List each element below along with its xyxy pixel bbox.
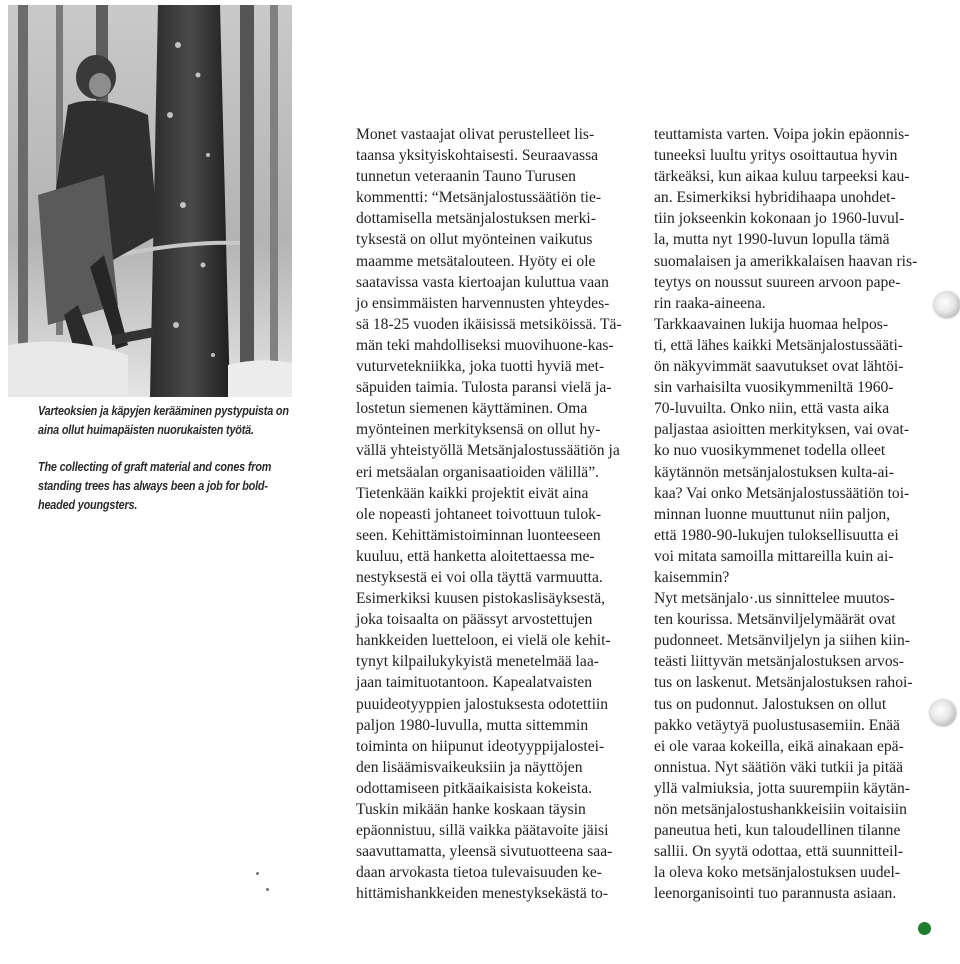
text-line: la oleva koko metsänjalostuksen uudel-: [654, 864, 900, 882]
text-line: paneutua heti, kun taloudellinen tilanne: [654, 822, 901, 840]
text-line: teuttamista varten. Voipa jokin epäonnis-: [654, 126, 910, 143]
print-speck: [256, 872, 259, 875]
text-line: tuneeksi luultu yritys osoittautua hyvin: [654, 147, 898, 165]
photo-illustration: [8, 5, 292, 397]
text-line: saatavissa vasta kiertoajan kuluttua vaan: [356, 273, 609, 291]
text-line: Tietenkään kaikki projektit eivät aina: [356, 484, 589, 502]
text-line: joka toisaalta on päässyt arvostettujen: [356, 611, 593, 629]
caption-line: headed youngsters.: [38, 498, 138, 512]
caption-line: The collecting of graft material and cones from: [38, 460, 272, 474]
text-line: yllä valmiuksia, jotta suurempiin käytän-: [654, 779, 910, 797]
text-line: voi mitata samoilla mittareilla kuin ai-: [654, 547, 894, 565]
text-line: teytys on noussut suureen arvoon pape-: [654, 273, 901, 291]
text-line: sallii. On syytä odottaa, että suunnitteil-: [654, 843, 904, 861]
text-line: saavuttamatta, yleensä sivutuotteena saa-: [356, 843, 613, 861]
text-line: että 1980-90-lukujen tuloksellisuutta ei: [654, 526, 899, 544]
caption-line: aina ollut huimapäisten nuorukaisten työtä.: [38, 423, 254, 437]
text-line: toiminta on hiipunut ideotyyppijalostei-: [356, 737, 605, 755]
text-line: ön näkyvimmät saavutukset ovat lähtöi-: [654, 358, 904, 376]
text-line: pakko vetäytyä puolustusasemiin. Enää: [654, 716, 900, 734]
text-line: la, mutta nyt 1990-luvun lopulla tämä: [654, 231, 890, 249]
text-line: ei ole varaa kokeilla, eikä ainakaan epä-: [654, 737, 904, 755]
text-line: Tarkkaavainen lukija huomaa helpos-: [654, 315, 889, 333]
text-line: sä 18-25 vuoden ikäisissä metsiköissä. Tä-: [356, 315, 622, 333]
text-line: puuideotyyppien jalostuksesta odotettiin: [356, 695, 609, 713]
text-line: sin varhaisilta vuosikymmeniltä 1960-: [654, 379, 894, 397]
text-line: män teki mahdolliseksi muovihuone-kas-: [356, 336, 614, 354]
text-line: 70-luvuilta. Onko niin, että vasta aika: [654, 400, 890, 418]
text-line: tyksestä on ollut myönteinen vaikutus: [356, 231, 593, 249]
text-line: hittämishankkeiden menestyksekästä to-: [356, 885, 609, 903]
end-of-article-marker-icon: [918, 922, 931, 935]
text-line: tynyt kilpailukykyistä menetelmää laa-: [356, 653, 599, 671]
text-line: lostetun siemenen käyttäminen. Oma: [356, 400, 588, 418]
text-line: Monet vastaajat olivat perustelleet lis-: [356, 126, 595, 143]
text-line: ti, että lähes kaikki Metsänjalostussääti-: [654, 336, 904, 354]
text-line: kommentti: “Metsänjalostussäätiön tie-: [356, 189, 602, 207]
text-line: leenorganisointi tuo parannusta asiaan.: [654, 885, 897, 903]
photo-caption-finnish: [38, 402, 289, 440]
text-line: vällä yhteistyöllä Metsänjalostussäätiön ja: [356, 442, 620, 460]
binding-ring-icon: [934, 292, 960, 318]
text-line: tärkeäksi, kun aikaa kuluu tarpeeksi kau-: [654, 168, 910, 186]
text-line: kuuluu, että hanketta aloitettaessa me-: [356, 547, 595, 565]
text-line: suomalaisen ja amerikkalaisen haavan ris-: [654, 252, 918, 270]
text-line: pudonneet. Metsänviljelyn ja siihen kiin-: [654, 632, 910, 650]
binding-ring-icon: [930, 700, 956, 726]
text-line: eri metsäalan organisaatioiden välillä”.: [356, 463, 600, 481]
text-line: myönteinen merkityksensä on ollut hy-: [356, 421, 601, 439]
text-line: odottamiseen pitkäaikaisista kokeista.: [356, 779, 593, 797]
text-line: daan arvokasta tietoa tulevaisuuden ke-: [356, 864, 602, 882]
text-line: tus on pudonnut. Jalostuksen on ollut: [654, 695, 887, 713]
text-line: käytännön metsänjalostuksen kulta-ai-: [654, 463, 894, 481]
text-line: Nyt metsänjalo·.us sinnittelee muutos-: [654, 590, 895, 608]
text-line: Esimerkiksi kuusen pistokaslisäyksestä,: [356, 590, 606, 608]
print-speck: [266, 888, 269, 891]
text-line: paljastaa asioitten merkityksen, vai ovat-: [654, 421, 910, 439]
caption-line: Varteoksien ja käpyjen kerääminen pystypuista on: [38, 404, 289, 418]
text-line: kaa? Vai onko Metsänjalostussäätiön toi-: [654, 484, 910, 502]
text-line: an. Esimerkiksi hybridihaapa unohdet-: [654, 189, 896, 207]
body-text-column-2: [654, 124, 934, 904]
text-line: säpuiden taimia. Tulosta paransi vielä ja-: [356, 379, 612, 397]
body-text-column-1: [356, 124, 634, 904]
text-line: vuturvetekniikka, joka tuotti hyviä met-: [356, 358, 605, 376]
text-line: jaan taimituotantoon. Kapealatvaisten: [356, 674, 592, 692]
text-line: nestyksestä ei voi olla täyttä varmuutta.: [356, 568, 603, 586]
text-line: maamme metsätalouteen. Hyöty ei ole: [356, 252, 596, 270]
text-line: tunnetun veteraanin Tauno Turusen: [356, 168, 576, 186]
text-line: ko nuo vuosikymmenet todella olleet: [654, 442, 886, 460]
text-line: hankkeiden luetteloon, ei vielä ole kehit-: [356, 632, 611, 650]
caption-line: standing trees has always been a job for bold-: [38, 479, 268, 493]
text-line: seen. Kehittämistoiminnan luonteeseen: [356, 526, 601, 544]
text-line: den lisäämisvaikeuksiin ja näyttöjen: [356, 758, 583, 776]
text-line: kaisemmin?: [654, 568, 730, 586]
text-line: tiin jokseenkin kokonaan jo 1960-luvul-: [654, 210, 905, 228]
text-line: tus on laskenut. Metsänjalostuksen rahoi-: [654, 674, 913, 692]
photo-caption-english: [38, 458, 272, 515]
tree-climber-photo: [8, 5, 292, 397]
text-line: nön metsänjalostushankkeisiin voitaisiin: [654, 801, 907, 818]
text-line: minnan luonne muuttunut niin paljon,: [654, 505, 891, 523]
text-line: epäonnistuu, sillä vaikka päätavoite jäisi: [356, 822, 609, 840]
text-line: ole nopeasti johtaneet toivottuun tulok-: [356, 505, 602, 523]
text-line: rin raaka-aineena.: [654, 294, 766, 312]
text-line: ten kourissa. Metsänviljelymäärät ovat: [654, 611, 896, 629]
text-line: onnistua. Nyt säätiön väki tutkii ja pitää: [654, 758, 904, 776]
text-line: dottamisella metsänjalostuksen merki-: [356, 210, 596, 228]
text-line: jo ensimmäisten harvennusten yhteydes-: [356, 294, 610, 312]
text-line: teästi liittyvän metsänjalostuksen arvos-: [654, 653, 904, 671]
text-line: taansa yksityiskohtaisesti. Seuraavassa: [356, 147, 599, 165]
text-line: Tuskin mikään hanke koskaan täysin: [356, 801, 586, 818]
text-line: paljon 1980-luvulla, mutta sittemmin: [356, 716, 589, 734]
